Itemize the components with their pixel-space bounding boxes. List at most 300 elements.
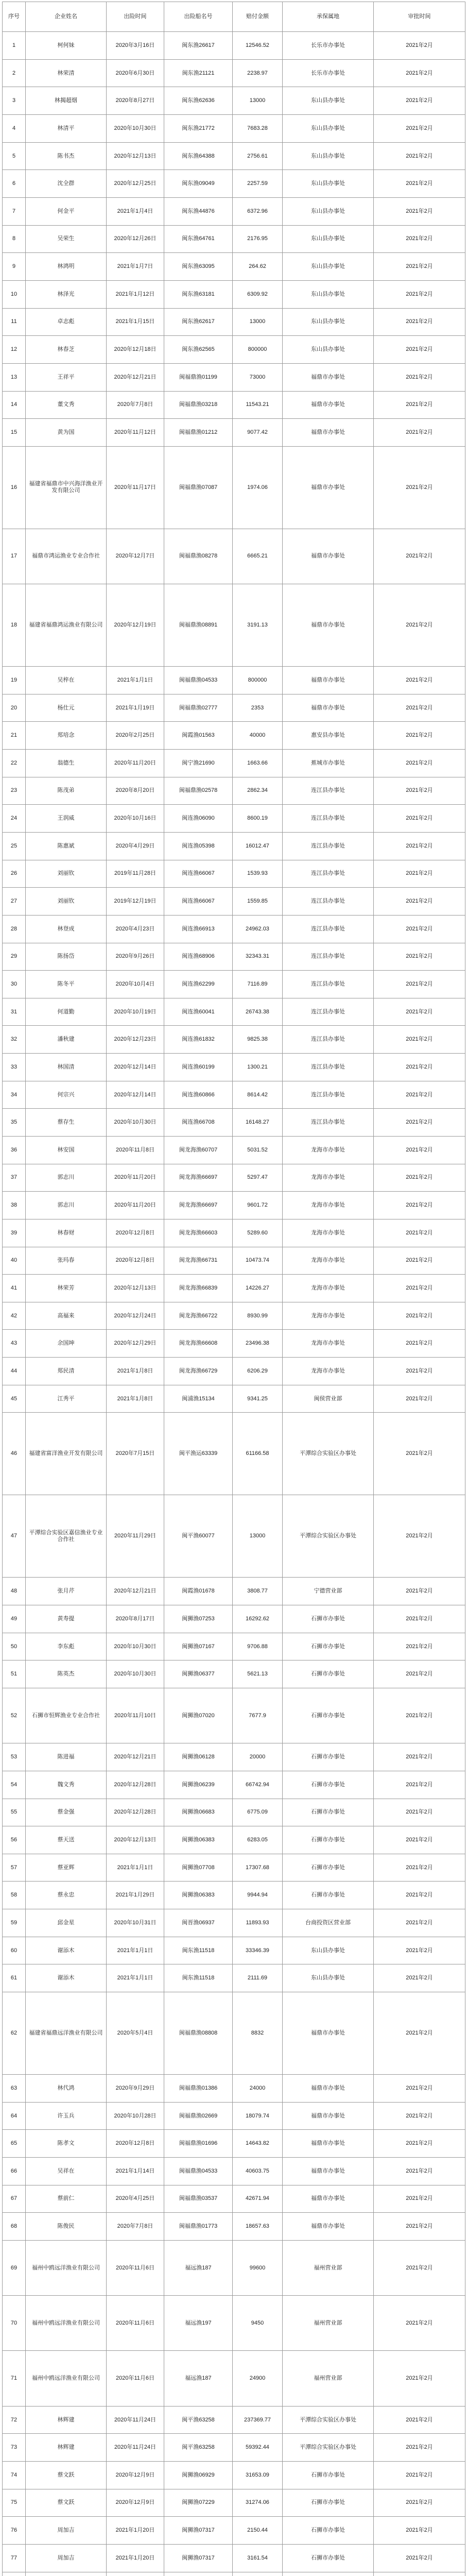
- cell-time: 2020年12月8日: [107, 1219, 164, 1247]
- cell-approval: 2021年2月: [374, 1633, 465, 1660]
- cell-location: 石狮市办事处: [283, 1660, 374, 1688]
- cell-name: 福建省福鼎市中兴海洋渔业开发有限公司: [26, 446, 107, 529]
- cell-approval: 2021年2月: [374, 694, 465, 722]
- cell-index: 68: [3, 2213, 26, 2241]
- cell-index: 69: [3, 2240, 26, 2295]
- cell-vessel: 闽平渔63258: [164, 2434, 233, 2462]
- cell-time: 2020年12月19日: [107, 584, 164, 667]
- cell-amount: 9077.42: [233, 419, 283, 447]
- header-cell-location: 承保属地: [283, 2, 374, 32]
- cell-time: 2021年1月19日: [107, 694, 164, 722]
- cell-name: 郑民清: [26, 1358, 107, 1385]
- table-row: [3, 2351, 465, 2406]
- cell-name: 郑培念: [26, 722, 107, 750]
- cell-vessel: 闽连渔66067: [164, 888, 233, 916]
- cell-time: 2021年1月8日: [107, 1385, 164, 1413]
- cell-vessel: 闽宁渔21690: [164, 750, 233, 777]
- cell-approval: 2021年2月: [374, 1219, 465, 1247]
- cell-location: 东山县办事处: [283, 1937, 374, 1964]
- cell-index: 5: [3, 142, 26, 170]
- cell-index: 60: [3, 1937, 26, 1964]
- table-row: [3, 2489, 465, 2517]
- cell-name: 卓志彪: [26, 308, 107, 336]
- cell-index: 8: [3, 225, 26, 253]
- cell-approval: 2021年2月: [374, 1937, 465, 1964]
- table-row: [3, 1302, 465, 1330]
- cell-name: 陈俊民: [26, 2213, 107, 2241]
- cell-index: 14: [3, 391, 26, 419]
- cell-vessel: 闽狮渔07317: [164, 2517, 233, 2545]
- cell-location: 东山县办事处: [283, 336, 374, 364]
- cell-name: 余国坤: [26, 1330, 107, 1358]
- cell-approval: 2021年2月: [374, 1109, 465, 1137]
- cell-vessel: 闽东渔26617: [164, 32, 233, 60]
- cell-time: 2021年1月20日: [107, 2517, 164, 2545]
- cell-amount: 5031.52: [233, 1137, 283, 1164]
- table-row: [3, 529, 465, 584]
- cell-vessel: 闽龙海渔66697: [164, 1192, 233, 1219]
- cell-index: 41: [3, 1275, 26, 1302]
- cell-index: 46: [3, 1413, 26, 1495]
- cell-name: 林揭超烟: [26, 87, 107, 115]
- cell-location: 连江县办事处: [283, 998, 374, 1026]
- cell-time: 2020年6月30日: [107, 59, 164, 87]
- cell-approval: 2021年2月: [374, 2351, 465, 2406]
- cell-name: 黄寿提: [26, 1605, 107, 1633]
- cell-location: 龙海市办事处: [283, 1164, 374, 1192]
- cell-name: 何金平: [26, 198, 107, 226]
- cell-approval: 2021年2月: [374, 888, 465, 916]
- cell-amount: 13000: [233, 308, 283, 336]
- table-row: [3, 1026, 465, 1054]
- cell-location: 石狮市办事处: [283, 2462, 374, 2489]
- cell-name: [26, 2572, 107, 2576]
- table-row: [3, 115, 465, 143]
- cell-approval: 2021年2月: [374, 860, 465, 888]
- cell-vessel: 闽福鼎渔02669: [164, 2102, 233, 2130]
- table-row: [3, 142, 465, 170]
- cell-index: 58: [3, 1882, 26, 1909]
- cell-time: 2020年8月20日: [107, 777, 164, 805]
- cell-location: 平潭综合实验区办事处: [283, 2434, 374, 2462]
- table-row: [3, 1992, 465, 2075]
- cell-vessel: 闽连渔68906: [164, 943, 233, 971]
- cell-time: 2020年7月8日: [107, 2213, 164, 2241]
- cell-name: 何宗兴: [26, 1081, 107, 1109]
- cell-amount: 2150.44: [233, 2517, 283, 2545]
- table-row: [3, 363, 465, 391]
- cell-vessel: 闽连渔60866: [164, 1081, 233, 1109]
- cell-approval: 2021年2月: [374, 1826, 465, 1854]
- cell-approval: 2021年2月: [374, 1054, 465, 1081]
- table-row: [3, 667, 465, 694]
- table-row: [3, 1109, 465, 1137]
- table-row: [3, 2572, 465, 2576]
- cell-vessel: 闽狮渔06929: [164, 2462, 233, 2489]
- cell-location: 石狮市办事处: [283, 2489, 374, 2517]
- cell-location: 东山县办事处: [283, 280, 374, 308]
- cell-name: 陈茂弟: [26, 777, 107, 805]
- cell-amount: 7683.28: [233, 115, 283, 143]
- cell-name: 周加吉: [26, 2517, 107, 2545]
- table-row: [3, 419, 465, 447]
- cell-name: 刘丽钦: [26, 860, 107, 888]
- cell-vessel: 闽连渔06090: [164, 805, 233, 833]
- cell-name: 江秀平: [26, 1385, 107, 1413]
- cell-amount: 1974.06: [233, 446, 283, 529]
- table-row: [3, 1964, 465, 1992]
- table-row: [3, 87, 465, 115]
- table-row: [3, 280, 465, 308]
- cell-amount: 26743.38: [233, 998, 283, 1026]
- cell-time: 2020年12月7日: [107, 529, 164, 584]
- cell-location: 宁德营业部: [283, 1578, 374, 1605]
- cell-amount: 7677.9: [233, 1688, 283, 1743]
- cell-time: 2020年2月25日: [107, 722, 164, 750]
- cell-location: 连江县办事处: [283, 805, 374, 833]
- cell-name: 陈冬平: [26, 971, 107, 998]
- cell-index: 71: [3, 2351, 26, 2406]
- cell-index: 26: [3, 860, 26, 888]
- cell-location: 石狮市办事处: [283, 1882, 374, 1909]
- cell-name: 林荣清: [26, 59, 107, 87]
- cell-time: 2020年10月30日: [107, 1633, 164, 1660]
- cell-index: 55: [3, 1799, 26, 1826]
- cell-approval: 2021年2月: [374, 777, 465, 805]
- cell-vessel: 闽福鼎渔01386: [164, 2075, 233, 2103]
- cell-vessel: 闽狮渔06128: [164, 1743, 233, 1771]
- cell-name: 陈惠斌: [26, 832, 107, 860]
- cell-time: 2020年10月30日: [107, 1660, 164, 1688]
- table-row: [3, 2102, 465, 2130]
- cell-amount: 42671.94: [233, 2185, 283, 2213]
- header-cell-approval: 审批时间: [374, 2, 465, 32]
- claims-table: [2, 2, 465, 2576]
- cell-time: 2020年3月16日: [107, 32, 164, 60]
- cell-approval: 2021年2月: [374, 805, 465, 833]
- cell-location: 闽侯营业部: [283, 1385, 374, 1413]
- cell-amount: 6665.21: [233, 529, 283, 584]
- cell-amount: 11893.93: [233, 1909, 283, 1937]
- cell-name: 杨仕元: [26, 694, 107, 722]
- cell-name: 董文秀: [26, 391, 107, 419]
- cell-amount: 8600.19: [233, 805, 283, 833]
- cell-amount: 16012.47: [233, 832, 283, 860]
- cell-name: 陈扬岱: [26, 943, 107, 971]
- cell-index: 4: [3, 115, 26, 143]
- cell-approval: 2021年2月: [374, 1247, 465, 1275]
- cell-name: 邱金星: [26, 1909, 107, 1937]
- cell-index: 9: [3, 253, 26, 281]
- cell-approval: 2021年2月: [374, 998, 465, 1026]
- cell-index: 74: [3, 2462, 26, 2489]
- cell-amount: 2756.61: [233, 142, 283, 170]
- cell-name: 福鼎市鸿运渔业专业合作社: [26, 529, 107, 584]
- cell-vessel: 闽狮渔07020: [164, 1688, 233, 1743]
- cell-amount: 2862.34: [233, 777, 283, 805]
- cell-approval: 2021年2月: [374, 1192, 465, 1219]
- cell-time: 2020年9月26日: [107, 943, 164, 971]
- cell-name: 郭志川: [26, 1164, 107, 1192]
- cell-name: 高福来: [26, 1302, 107, 1330]
- table-row: [3, 1909, 465, 1937]
- cell-time: 2020年12月28日: [107, 1799, 164, 1826]
- cell-location: 东山县办事处: [283, 1964, 374, 1992]
- cell-time: 2020年12月14日: [107, 1054, 164, 1081]
- cell-time: 2020年12月18日: [107, 336, 164, 364]
- cell-amount: 1539.93: [233, 860, 283, 888]
- cell-approval: 2021年2月: [374, 2406, 465, 2434]
- cell-index: 19: [3, 667, 26, 694]
- cell-time: 2020年12月13日: [107, 1275, 164, 1302]
- cell-name: 蔡前仁: [26, 2185, 107, 2213]
- table-row: [3, 1882, 465, 1909]
- cell-amount: 8930.99: [233, 1302, 283, 1330]
- cell-amount: 9601.72: [233, 1192, 283, 1219]
- cell-time: 2020年11月20日: [107, 750, 164, 777]
- cell-vessel: 闽东渔44876: [164, 198, 233, 226]
- cell-vessel: 闽连渔60041: [164, 998, 233, 1026]
- cell-location: 福鼎市办事处: [283, 2157, 374, 2185]
- cell-approval: 2021年2月: [374, 2489, 465, 2517]
- cell-approval: 2021年2月: [374, 1081, 465, 1109]
- cell-name: 黄为国: [26, 419, 107, 447]
- cell-vessel: 闽东渔64761: [164, 225, 233, 253]
- cell-time: 2020年12月21日: [107, 1743, 164, 1771]
- cell-location: 连江县办事处: [283, 832, 374, 860]
- cell-index: 48: [3, 1578, 26, 1605]
- cell-approval: 2021年2月: [374, 2130, 465, 2158]
- cell-name: 刘丽钦: [26, 888, 107, 916]
- table-row: [3, 59, 465, 87]
- cell-amount: 24900: [233, 2351, 283, 2406]
- cell-approval: 2021年2月: [374, 2157, 465, 2185]
- cell-vessel: 闽狮渔07253: [164, 1605, 233, 1633]
- cell-location: 福鼎市办事处: [283, 2102, 374, 2130]
- cell-name: 福州中鸥远洋渔业有限公司: [26, 2240, 107, 2295]
- cell-vessel: 闽东渔64388: [164, 142, 233, 170]
- cell-time: 2020年11月12日: [107, 419, 164, 447]
- cell-amount: 1300.21: [233, 1054, 283, 1081]
- cell-amount: 73000: [233, 363, 283, 391]
- cell-approval: 2021年2月: [374, 1854, 465, 1882]
- table-row: [3, 1054, 465, 1081]
- cell-time: 2020年12月8日: [107, 1247, 164, 1275]
- cell-amount: 3191.13: [233, 584, 283, 667]
- cell-vessel: 闽龙海渔66729: [164, 1358, 233, 1385]
- cell-name: 蔡亚辉: [26, 1854, 107, 1882]
- cell-amount: 2257.59: [233, 170, 283, 198]
- cell-vessel: 闽东渔11518: [164, 1964, 233, 1992]
- cell-name: 李东彪: [26, 1633, 107, 1660]
- cell-location: 福州营业部: [283, 2296, 374, 2351]
- cell-time: 2021年1月7日: [107, 253, 164, 281]
- cell-location: 连江县办事处: [283, 943, 374, 971]
- cell-time: 2020年10月16日: [107, 805, 164, 833]
- cell-index: 52: [3, 1688, 26, 1743]
- cell-vessel: 闽福鼎渔01199: [164, 363, 233, 391]
- cell-name: 周加吉: [26, 2544, 107, 2572]
- cell-amount: 32343.31: [233, 943, 283, 971]
- cell-vessel: 闽狮渔06383: [164, 1882, 233, 1909]
- header-cell-name: 企业姓名: [26, 2, 107, 32]
- cell-time: 2020年11月24日: [107, 2434, 164, 2462]
- cell-amount: 13000: [233, 87, 283, 115]
- cell-time: 2020年12月23日: [107, 1026, 164, 1054]
- cell-location: 福鼎市办事处: [283, 2185, 374, 2213]
- cell-name: 陈进福: [26, 1743, 107, 1771]
- table-row: [3, 253, 465, 281]
- table-row: [3, 1688, 465, 1743]
- cell-amount: 61166.58: [233, 1413, 283, 1495]
- cell-index: 12: [3, 336, 26, 364]
- cell-name: 陈书杰: [26, 142, 107, 170]
- cell-vessel: 福远渔187: [164, 2351, 233, 2406]
- cell-amount: 5289.60: [233, 1219, 283, 1247]
- cell-location: 龙海市办事处: [283, 1302, 374, 1330]
- cell-amount: 264.62: [233, 253, 283, 281]
- cell-approval: 2021年2月: [374, 1275, 465, 1302]
- cell-time: 2021年1月1日: [107, 1937, 164, 1964]
- cell-location: 福州营业部: [283, 2351, 374, 2406]
- table-row: [3, 1495, 465, 1578]
- cell-amount: 14643.82: [233, 2130, 283, 2158]
- cell-index: 70: [3, 2296, 26, 2351]
- cell-vessel: 闽连渔66708: [164, 1109, 233, 1137]
- table-row: [3, 2296, 465, 2351]
- cell-index: 37: [3, 1164, 26, 1192]
- cell-approval: 2021年2月: [374, 2296, 465, 2351]
- cell-name: 张月芹: [26, 1578, 107, 1605]
- cell-index: 75: [3, 2489, 26, 2517]
- cell-name: 林荣芳: [26, 1275, 107, 1302]
- cell-time: 2020年12月21日: [107, 363, 164, 391]
- cell-time: 2020年10月30日: [107, 115, 164, 143]
- cell-location: 龙海市办事处: [283, 1192, 374, 1219]
- cell-time: 2021年1月1日: [107, 667, 164, 694]
- cell-approval: 2021年2月: [374, 391, 465, 419]
- cell-approval: 2021年2月: [374, 1026, 465, 1054]
- cell-amount: 237369.77: [233, 2406, 283, 2434]
- cell-index: 18: [3, 584, 26, 667]
- cell-time: 2020年9月29日: [107, 2075, 164, 2103]
- cell-vessel: 福远渔197: [164, 2296, 233, 2351]
- cell-amount: 10473.74: [233, 1247, 283, 1275]
- cell-vessel: 闽连渔62299: [164, 971, 233, 998]
- cell-location: 龙海市办事处: [283, 1275, 374, 1302]
- cell-index: 21: [3, 722, 26, 750]
- table-row: [3, 2462, 465, 2489]
- cell-location: 福鼎市办事处: [283, 1992, 374, 2075]
- cell-vessel: 闽连渔61832: [164, 1026, 233, 1054]
- cell-time: 2020年12月25日: [107, 170, 164, 198]
- cell-amount: 6283.05: [233, 1826, 283, 1854]
- cell-location: 东山县办事处: [283, 115, 374, 143]
- cell-amount: 9944.94: [233, 1882, 283, 1909]
- cell-location: 石狮市办事处: [283, 1605, 374, 1633]
- cell-time: 2021年1月12日: [107, 280, 164, 308]
- cell-name: 谢添木: [26, 1964, 107, 1992]
- cell-time: 2021年1月14日: [107, 2157, 164, 2185]
- cell-time: 2020年10月4日: [107, 971, 164, 998]
- cell-vessel: 闽连渔66913: [164, 915, 233, 943]
- table-row: [3, 1219, 465, 1247]
- cell-index: 32: [3, 1026, 26, 1054]
- cell-index: 31: [3, 998, 26, 1026]
- cell-vessel: 闽狮渔07708: [164, 1854, 233, 1882]
- cell-vessel: 闽东渔21772: [164, 115, 233, 143]
- cell-index: 10: [3, 280, 26, 308]
- cell-location: 福鼎市办事处: [283, 2213, 374, 2241]
- header-cell-amount: 赔付金额: [233, 2, 283, 32]
- cell-amount: 24962.03: [233, 915, 283, 943]
- cell-index: 50: [3, 1633, 26, 1660]
- cell-time: 2020年11月6日: [107, 2296, 164, 2351]
- cell-time: 2020年12月9日: [107, 2489, 164, 2517]
- cell-vessel: 闽东渔63181: [164, 280, 233, 308]
- cell-amount: 2111.69: [233, 1964, 283, 1992]
- cell-approval: 2021年2月: [374, 336, 465, 364]
- cell-approval: 2021年2月: [374, 1799, 465, 1826]
- cell-approval: 2021年2月: [374, 225, 465, 253]
- table-row: [3, 198, 465, 226]
- cell-time: 2020年12月26日: [107, 225, 164, 253]
- cell-time: 2021年1月4日: [107, 198, 164, 226]
- cell-amount: 800000: [233, 667, 283, 694]
- cell-approval: 2021年2月: [374, 170, 465, 198]
- table-row: [3, 998, 465, 1026]
- cell-time: 2020年11月17日: [107, 446, 164, 529]
- cell-approval: 2021年2月: [374, 750, 465, 777]
- table-row: [3, 170, 465, 198]
- cell-amount: [233, 2572, 283, 2576]
- cell-location: 东山县办事处: [283, 87, 374, 115]
- cell-location: 东山县办事处: [283, 198, 374, 226]
- cell-vessel: 闽东渔62565: [164, 336, 233, 364]
- cell-vessel: 闽狮渔07229: [164, 2489, 233, 2517]
- cell-index: 62: [3, 1992, 26, 2075]
- table-row: [3, 1081, 465, 1109]
- cell-approval: 2021年2月: [374, 1909, 465, 1937]
- cell-location: 石狮市办事处: [283, 1633, 374, 1660]
- cell-vessel: 闽福鼎渔01212: [164, 419, 233, 447]
- cell-location: 连江县办事处: [283, 915, 374, 943]
- cell-location: 连江县办事处: [283, 888, 374, 916]
- cell-approval: 2021年2月: [374, 308, 465, 336]
- cell-time: 2019年11月28日: [107, 860, 164, 888]
- cell-amount: 13000: [233, 1495, 283, 1578]
- cell-vessel: 闽连渔05398: [164, 832, 233, 860]
- cell-amount: 5621.13: [233, 1660, 283, 1688]
- cell-location: 连江县办事处: [283, 860, 374, 888]
- cell-time: 2020年11月29日: [107, 1495, 164, 1578]
- cell-approval: 2021年2月: [374, 1385, 465, 1413]
- cell-name: 福州中鸥远洋渔业有限公司: [26, 2296, 107, 2351]
- cell-amount: 40000: [233, 722, 283, 750]
- cell-approval: 2021年2月: [374, 1164, 465, 1192]
- cell-index: 73: [3, 2434, 26, 2462]
- cell-index: 38: [3, 1192, 26, 1219]
- cell-time: 2020年11月10日: [107, 1688, 164, 1743]
- cell-vessel: 闽福鼎渔07087: [164, 446, 233, 529]
- cell-index: 51: [3, 1660, 26, 1688]
- cell-time: 2020年11月24日: [107, 2406, 164, 2434]
- cell-name: 林辉建: [26, 2434, 107, 2462]
- cell-location: 长乐市办事处: [283, 59, 374, 87]
- table-row: [3, 1633, 465, 1660]
- cell-vessel: 闽霞渔01678: [164, 1578, 233, 1605]
- cell-name: 吴荣生: [26, 225, 107, 253]
